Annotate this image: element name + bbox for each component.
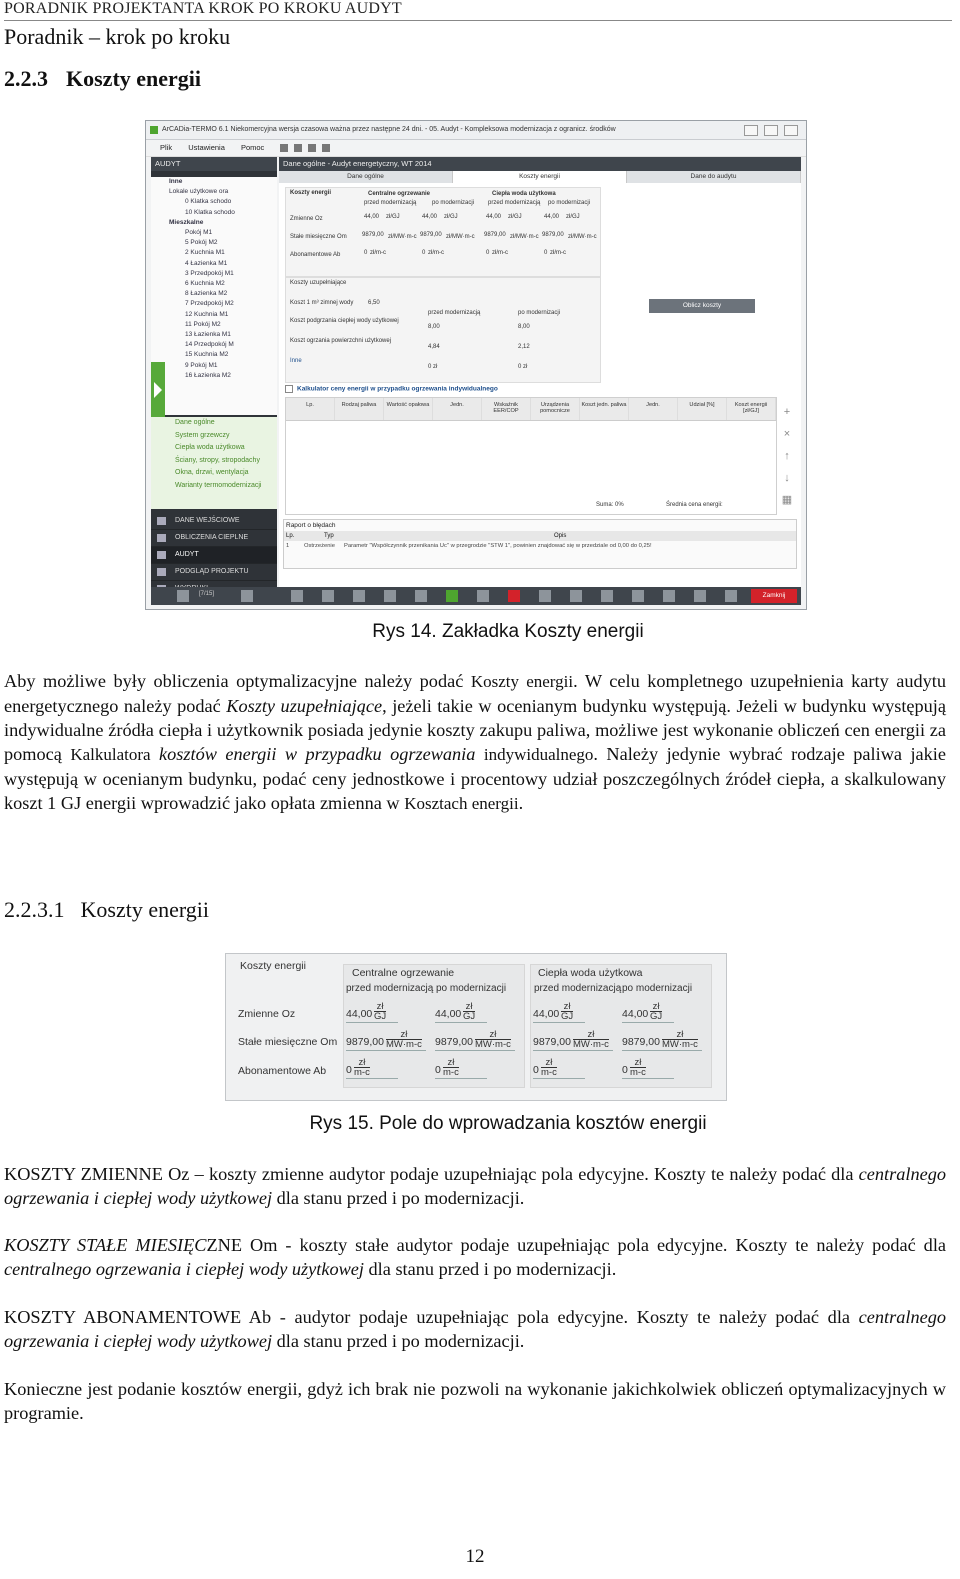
report-row-desc: Parametr "Współczynnik przenikania Uc" w przegrodzie "STW 1", powinien znajdować się w przedziale od 0,00 do 0,25! [344,543,652,549]
ku-hot-after[interactable]: 8,00 [518,324,530,330]
fig2-unit [463,1002,475,1021]
unit-gj: zł/GJ [386,214,400,220]
report-row-lp: 1 [286,543,290,549]
error-report-header [284,531,796,541]
fig2-value-field[interactable]: 0 [622,1064,628,1076]
om-co-before[interactable]: 9879,00 [362,232,384,238]
audit-section-list [151,417,277,492]
fig2-value-field[interactable]: 9879,00 [346,1036,384,1048]
fig2-field-underline [622,1022,674,1023]
toolbar-icon[interactable] [446,590,458,602]
fig2-field-underline [346,1050,426,1051]
main-navigation [151,513,277,598]
unit-denominator: MW·m-c [475,1039,511,1050]
app-logo-icon [150,126,158,134]
tree-item[interactable]: 2 Kuchnia M1 [185,249,225,257]
ab-co-after[interactable]: 0 [422,250,426,256]
report-row-type: Ostrzeżenie [304,543,335,549]
fuel-table-column: Jedn. [629,398,678,420]
fuel-table-column: Urządzenia pomocnicze [531,398,580,420]
fig2-cwu-before: przed modernizacją [534,983,622,994]
unit-denominator: m-c [443,1067,459,1078]
para3-b: - koszty stałe audytor podaje uzupełniając pola edycyjne. Koszty te należy podać dla [277,1235,947,1255]
subsection-title: Koszty energii [80,897,210,922]
menu-plik[interactable]: Plik [160,143,173,152]
fig2-value-field[interactable]: 44,00 [622,1008,649,1020]
toolbar-icon[interactable] [353,590,365,602]
tree-item[interactable]: 3 Przedpokój M1 [185,269,234,277]
figure-1-caption: Rys 14. Zakładka Koszty energii [372,621,644,642]
toolbar-icon[interactable] [508,590,520,602]
fuel-table-column: Udział [%] [678,398,727,420]
para1-f: Kalkulatora [70,745,151,764]
app-window-title: ArCADia-TERMO 6.1 Niekomercyjna wersja czasowa ważna przez następne 24 dni. - 05. Audyt - Kompleksowa modernizacja z ogranicz. środków [162,126,616,133]
fuel-table-column: Wartość opałowa [384,398,433,420]
fig2-unit [541,1058,557,1077]
para2-a: KOSZTY ZMIENNE Oz [4,1164,190,1184]
tab-dane-ogolne[interactable]: Dane ogólne [279,171,453,183]
cwu-title: Ciepła woda użytkowa [492,191,556,197]
om-cwu-before[interactable]: 9879,00 [484,232,506,238]
tree-item[interactable]: 5 Pokój M2 [185,239,218,247]
unit-denominator: GJ [463,1011,476,1022]
undo-icon[interactable] [308,144,316,152]
ku-after-label: po modernizacji [518,310,561,316]
supplementary-title: Koszty uzupełniające [290,280,347,286]
co-after-label: po modernizacji [432,200,475,206]
para3-d: dla stanu przed i po modernizacji. [363,1259,617,1279]
oz-cwu-before[interactable]: 44,00 [486,214,502,220]
app-menu-bar [146,140,806,157]
app-title-bar [146,121,806,140]
calculate-costs-button[interactable]: Oblicz koszty [649,299,755,313]
toolbar-icon[interactable] [663,590,675,602]
section-number: 2.2.3 [4,66,48,91]
unit-numerator: zł [561,1002,573,1012]
audit-sections [151,417,277,509]
fig2-field-underline [435,1078,487,1079]
menu-ustawienia[interactable]: Ustawienia [188,143,225,152]
section-heading [4,66,201,92]
para2-d: dla stanu przed i po modernizacji. [272,1188,525,1208]
tree-item[interactable]: 14 Przedpokój M [185,341,234,349]
fig2-field-underline [346,1078,398,1079]
unit-denominator: m-c [630,1067,646,1078]
unit-denominator: GJ [561,1011,574,1022]
tree-item[interactable]: 15 Kuchnia M2 [185,351,229,359]
figure-2-caption: Rys 15. Pole do wprowadzania kosztów energii [309,1113,707,1134]
para4-a: KOSZTY ABONAMENTOWE Ab [4,1307,272,1327]
fig2-unit [662,1030,698,1049]
toolbar-icon[interactable] [694,590,706,602]
next-page-icon[interactable] [241,590,253,602]
fuel-table [285,397,777,515]
para1-i: . Należy jedynie wybrać rodzaje paliwa jakie występują w ocenianym budynku, podać ceny jednostkowe i procentowy udział poszczególnych źródeł ciepła, a skalkulowany koszt 1 GJ energii wprowadzić jako opłata zmienna w [4,744,946,813]
paragraph-conclusion: Konieczne jest podanie kosztów energii, gdyż ich brak nie pozwoli na wykonanie jakichkolwiek obliczeń optymalizacyjnych w programie. [4,1379,946,1423]
unit-denominator: MW·m-c [386,1039,422,1050]
paragraph-ab [4,1305,946,1353]
fig2-co-title: Centralne ogrzewanie [352,967,455,979]
para3-c: centralnego ogrzewania i ciepłej wody użytkowej [4,1259,364,1279]
row-abonament: Abonamentowe Ab [290,252,341,258]
unit-mwmc: zł/MW·m-c [446,234,475,240]
move-down-icon[interactable]: ↓ [784,472,790,484]
paragraph-intro [4,669,946,816]
grid-icon[interactable]: ▦ [781,494,793,506]
unit-numerator: zł [541,1058,557,1068]
unit-denominator: m-c [354,1067,370,1078]
para1-k: . [518,793,524,813]
tab-koszty-energii[interactable]: Koszty energii [453,171,627,183]
fig2-value-field[interactable]: 44,00 [346,1008,373,1020]
ku-other-after[interactable]: 0 zł [518,364,528,370]
tree-item[interactable]: 4 Łazienka M1 [185,259,228,267]
row-zmienne: Zmienne Oz [290,216,323,222]
fig2-field-underline [435,1050,515,1051]
tabs [279,171,801,183]
unit-numerator: zł [573,1030,609,1040]
fig2-title: Koszty energii [240,960,306,972]
para4-d: dla stanu przed i po modernizacji. [272,1331,525,1351]
tree-item[interactable]: Pokój M1 [185,229,213,237]
fig2-field-underline [533,1050,613,1051]
fig2-unit [386,1030,422,1049]
fig2-row-zmienne: Zmienne Oz [238,1008,296,1020]
maximize-icon[interactable] [764,125,778,136]
toolbar-icon[interactable] [291,590,303,602]
ab-cwu-before[interactable]: 0 [486,250,490,256]
ku-hot-before[interactable]: 8,00 [428,324,440,330]
unit-denominator: MW·m-c [573,1039,609,1050]
toolbar-icon[interactable] [322,590,334,602]
fig2-field-underline [346,1022,398,1023]
fig2-value-field[interactable]: 0 [533,1064,539,1076]
tree-item[interactable]: 11 Pokój M2 [185,320,221,328]
figure-2-screenshot [225,953,727,1101]
page-header-top: PORADNIK PROJEKTANTA KROK PO KROKU AUDYT [4,0,402,17]
unit-numerator: zł [463,1002,475,1012]
tree-item[interactable]: 12 Kuchnia M1 [185,310,229,318]
calculator-checkbox[interactable]: Kalkulator ceny energii w przypadku ogrzewania indywidualnego [285,385,795,395]
para4-c: centralnego ogrzewania i ciepłej wody użytkowej [4,1307,946,1351]
fig2-unit [374,1002,386,1021]
main-panel [279,157,801,587]
tree-item[interactable]: Lokale użytkowe ora [169,188,229,196]
unit-numerator: zł [650,1002,662,1012]
move-up-icon[interactable]: ↑ [784,450,790,462]
fig2-field-underline [533,1078,585,1079]
unit-numerator: zł [443,1058,459,1068]
paragraph-oz [4,1162,946,1210]
error-report-title: Raport o błędach [286,522,336,529]
tree-item[interactable]: 6 Kuchnia M2 [185,280,225,288]
nav-item[interactable]: AUDYT [151,547,277,564]
para1-c: . W celu kompletnego uzupełnienia karty audytu energetycznego należy podać [4,671,946,716]
fig2-unit [630,1058,646,1077]
para4-b: - audytor podaje uzupełniając pola edycyjne. Koszty te należy podać dla [271,1307,859,1327]
unit-numerator: zł [386,1030,422,1040]
average-price-label: Średnia cena energii: [666,502,723,508]
fig2-value-field[interactable]: 0 [346,1064,352,1076]
para2-c: centralnego ogrzewania i ciepłej wody użytkowej [4,1164,946,1208]
prev-page-icon[interactable] [177,590,189,602]
header-rule [4,20,952,21]
unit-mc: zł/m-c [428,250,444,256]
audit-section-item[interactable]: Warianty termomodernizacji [175,481,262,489]
co-title: Centralne ogrzewanie [368,191,431,197]
unit-mc: zł/m-c [370,250,386,256]
table-tools [781,401,793,511]
cwu-after-label: po modernizacji [548,200,591,206]
tree-item[interactable]: 7 Przedpokój M2 [185,300,234,308]
page-indicator: [7/15] [199,591,215,597]
fuel-table-column: Lp. [286,398,335,420]
para1-b: Koszty energii [470,672,574,691]
fig2-field-underline [622,1050,702,1051]
oz-co-after[interactable]: 44,00 [422,214,438,220]
tree-item[interactable]: Mieszkalne [169,218,204,226]
unit-mwmc: zł/MW·m-c [568,234,597,240]
fig2-cwu-title: Ciepła woda użytkowa [538,967,643,979]
fig2-value-field[interactable]: 9879,00 [435,1036,473,1048]
delete-row-icon[interactable]: × [783,428,791,440]
unit-numerator: zł [475,1030,511,1040]
close-button[interactable]: Zamknij [751,589,797,603]
page-header-sub: Poradnik – krok po kroku [4,24,231,49]
report-col-type: Typ [324,533,334,539]
unit-denominator: GJ [374,1011,387,1022]
ku-row-other: Inne [290,358,302,364]
para2-b: – koszty zmienne audytor podaje uzupełniając pola edycyjne. Koszty te należy podać dla [189,1164,859,1184]
fig2-unit [561,1002,573,1021]
unit-numerator: zł [662,1030,698,1040]
help-icon[interactable] [322,144,330,152]
energy-costs-title: Koszty energii [290,190,332,196]
para1-e: , jeżeli takie w ocenianym budynku występują. Jeżeli w budynku występują indywidualne źródła ciepła i użytkownik posiada jedynie koszty zakupu paliwa, możliwe jest wykonanie obliczeń cen energii za pomocą [4,696,946,764]
co-before-label: przed modernizacją [364,200,417,206]
tree-item[interactable]: 0 Klatka schodo [185,198,232,206]
expand-arrow-icon[interactable] [151,362,165,418]
fuel-table-column: Koszt jedn. paliwa [580,398,629,420]
report-col-desc: Opis [554,533,567,539]
paragraph-om [4,1233,946,1281]
para3-a2: ZNE Om [206,1235,278,1255]
fig2-value-field[interactable]: 44,00 [435,1008,462,1020]
unit-numerator: zł [374,1002,386,1012]
fig2-unit [650,1002,662,1021]
om-co-after[interactable]: 9879,00 [420,232,442,238]
toolbar-icon[interactable] [384,590,396,602]
save-icon[interactable] [280,144,288,152]
toolbar-icon[interactable] [415,590,427,602]
bottom-toolbar [151,587,801,605]
menu-pomoc[interactable]: Pomoc [240,143,265,152]
fuel-table-header [286,398,776,421]
ab-cwu-after[interactable]: 0 [544,250,548,256]
para1-j: Kosztach energii [404,794,519,813]
print-icon[interactable] [294,144,302,152]
supplementary-costs-panel [285,277,601,383]
fig2-value-field[interactable]: 44,00 [533,1008,560,1020]
toolbar-icon[interactable] [539,590,551,602]
toolbar-icon[interactable] [477,590,489,602]
tree-item[interactable]: 13 Łazienka M1 [185,331,231,339]
left-panel [151,157,277,587]
left-panel-header: AUDYT [151,157,277,171]
fig2-row-stale: Stałe miesięczne Om [238,1036,338,1048]
ku-row-hot-water: Koszt podgrzania ciepłej wody użytkowej [290,318,399,324]
audit-section-item[interactable]: Okna, drzwi, wentylacja [175,469,249,476]
energy-costs-panel [285,187,601,277]
oz-co-before[interactable]: 44,00 [364,214,380,220]
ab-co-before[interactable]: 0 [364,250,368,256]
fig2-value-field[interactable]: 0 [435,1064,441,1076]
nav-item[interactable]: PODGLĄD PROJEKTU [151,564,277,581]
ku-row-heating: Koszt ogrzania powierzchni użytkowej [290,338,392,344]
unit-mwmc: zł/MW·m-c [388,234,417,240]
toolbar-icon[interactable] [601,590,613,602]
minimize-icon[interactable] [744,125,758,136]
fig2-unit [354,1058,370,1077]
ku-before-label: przed modernizacją [428,310,481,316]
para3-a: KOSZTY STAŁE MIESIĘC [4,1235,207,1255]
fuel-table-column: Rodzaj paliwa [335,398,384,420]
oz-cwu-after[interactable]: 44,00 [544,214,560,220]
ku-row-cold-water: Koszt 1 m³ zimnej wody [290,300,354,306]
ku-heat-after[interactable]: 2,12 [518,344,530,350]
tree-item[interactable]: 10 Klatka schodo [185,208,235,216]
unit-mc: zł/m-c [550,250,566,256]
tree-item[interactable]: 16 Łazienka M2 [185,371,231,379]
unit-gj: zł/GJ [508,214,522,220]
unit-mc: zł/m-c [492,250,508,256]
fig2-co-before: przed modernizacją [346,983,434,994]
row-stale: Stałe miesięczne Om [290,234,347,240]
unit-denominator: GJ [650,1011,663,1022]
unit-numerator: zł [354,1058,370,1068]
audit-section-item[interactable]: System grzewczy [175,431,230,439]
fuel-table-column: Jedn. [433,398,482,420]
fig2-unit [475,1030,511,1049]
unit-denominator: m-c [541,1067,557,1078]
nav-item[interactable]: OBLICZENIA CIEPLNE [151,530,277,547]
tree-item[interactable]: Inne [169,178,183,185]
audit-section-item[interactable]: Ściany, stropy, stropodachy [175,456,260,464]
audit-section-item[interactable]: Ciepła woda użytkowa [175,444,245,451]
audit-section-item[interactable]: Dane ogólne [175,419,215,426]
page-number: 12 [465,1546,485,1567]
para1-g: kosztów energii w przypadku ogrzewania [159,744,476,764]
subsection-number: 2.2.3.1 [4,897,65,922]
unit-numerator: zł [630,1058,646,1068]
nav-item[interactable]: DANE WEJŚCIOWE [151,513,277,530]
om-cwu-after[interactable]: 9879,00 [542,232,564,238]
ku-other-before[interactable]: 0 zł [428,364,438,370]
figure-1-screenshot [145,120,807,610]
main-panel-header: Dane ogólne - Audyt energetyczny, WT 2014 [279,157,801,171]
unit-denominator: MW·m-c [662,1039,698,1050]
fuel-table-column: Wskaźnik EER/COP [482,398,531,420]
toolbar-icon[interactable] [570,590,582,602]
fig2-cwu-after: po modernizacji [622,983,693,994]
unit-mwmc: zł/MW·m-c [510,234,539,240]
tree-list [151,177,277,381]
fig2-co-after: po modernizacji [436,983,507,994]
fig2-unit [573,1030,609,1049]
fig2-field-underline [533,1022,585,1023]
report-col-lp: Lp. [286,533,295,539]
tree-item[interactable]: 8 Łazienka M2 [185,290,228,298]
para1-d: Koszty uzupełniające [226,696,383,716]
subsection-heading [4,897,209,923]
fig2-field-underline [622,1078,674,1079]
cwu-before-label: przed modernizacją [488,200,541,206]
para1-h: indywidualnego [483,745,594,764]
ku-cold-water-value[interactable]: 6,50 [368,300,380,306]
fuel-table-column: Koszt energii [zł/GJ] [727,398,776,420]
fig2-value-field[interactable]: 9879,00 [533,1036,571,1048]
toolbar-icon[interactable] [725,590,737,602]
unit-gj: zł/GJ [444,214,458,220]
tab-dane-do-audytu[interactable]: Dane do audytu [627,171,801,183]
sum-label: Suma: 0% [596,502,624,508]
fig2-unit [443,1058,459,1077]
unit-gj: zł/GJ [566,214,580,220]
close-window-icon[interactable] [784,125,798,136]
para1-a: Aby możliwe były obliczenia optymalizacyjne należy podać [4,671,471,691]
building-tree [151,177,277,415]
fig2-field-underline [435,1022,487,1023]
tree-item[interactable]: 9 Pokój M1 [185,361,218,369]
add-row-icon[interactable]: + [783,406,791,418]
error-report-row[interactable] [284,541,796,551]
toolbar-icon[interactable] [632,590,644,602]
error-report [283,519,797,569]
fig2-row-abonament: Abonamentowe Ab [238,1065,327,1077]
ku-heat-before[interactable]: 4,84 [428,344,440,350]
fig2-value-field[interactable]: 9879,00 [622,1036,660,1048]
section-title: Koszty energii [66,66,202,91]
